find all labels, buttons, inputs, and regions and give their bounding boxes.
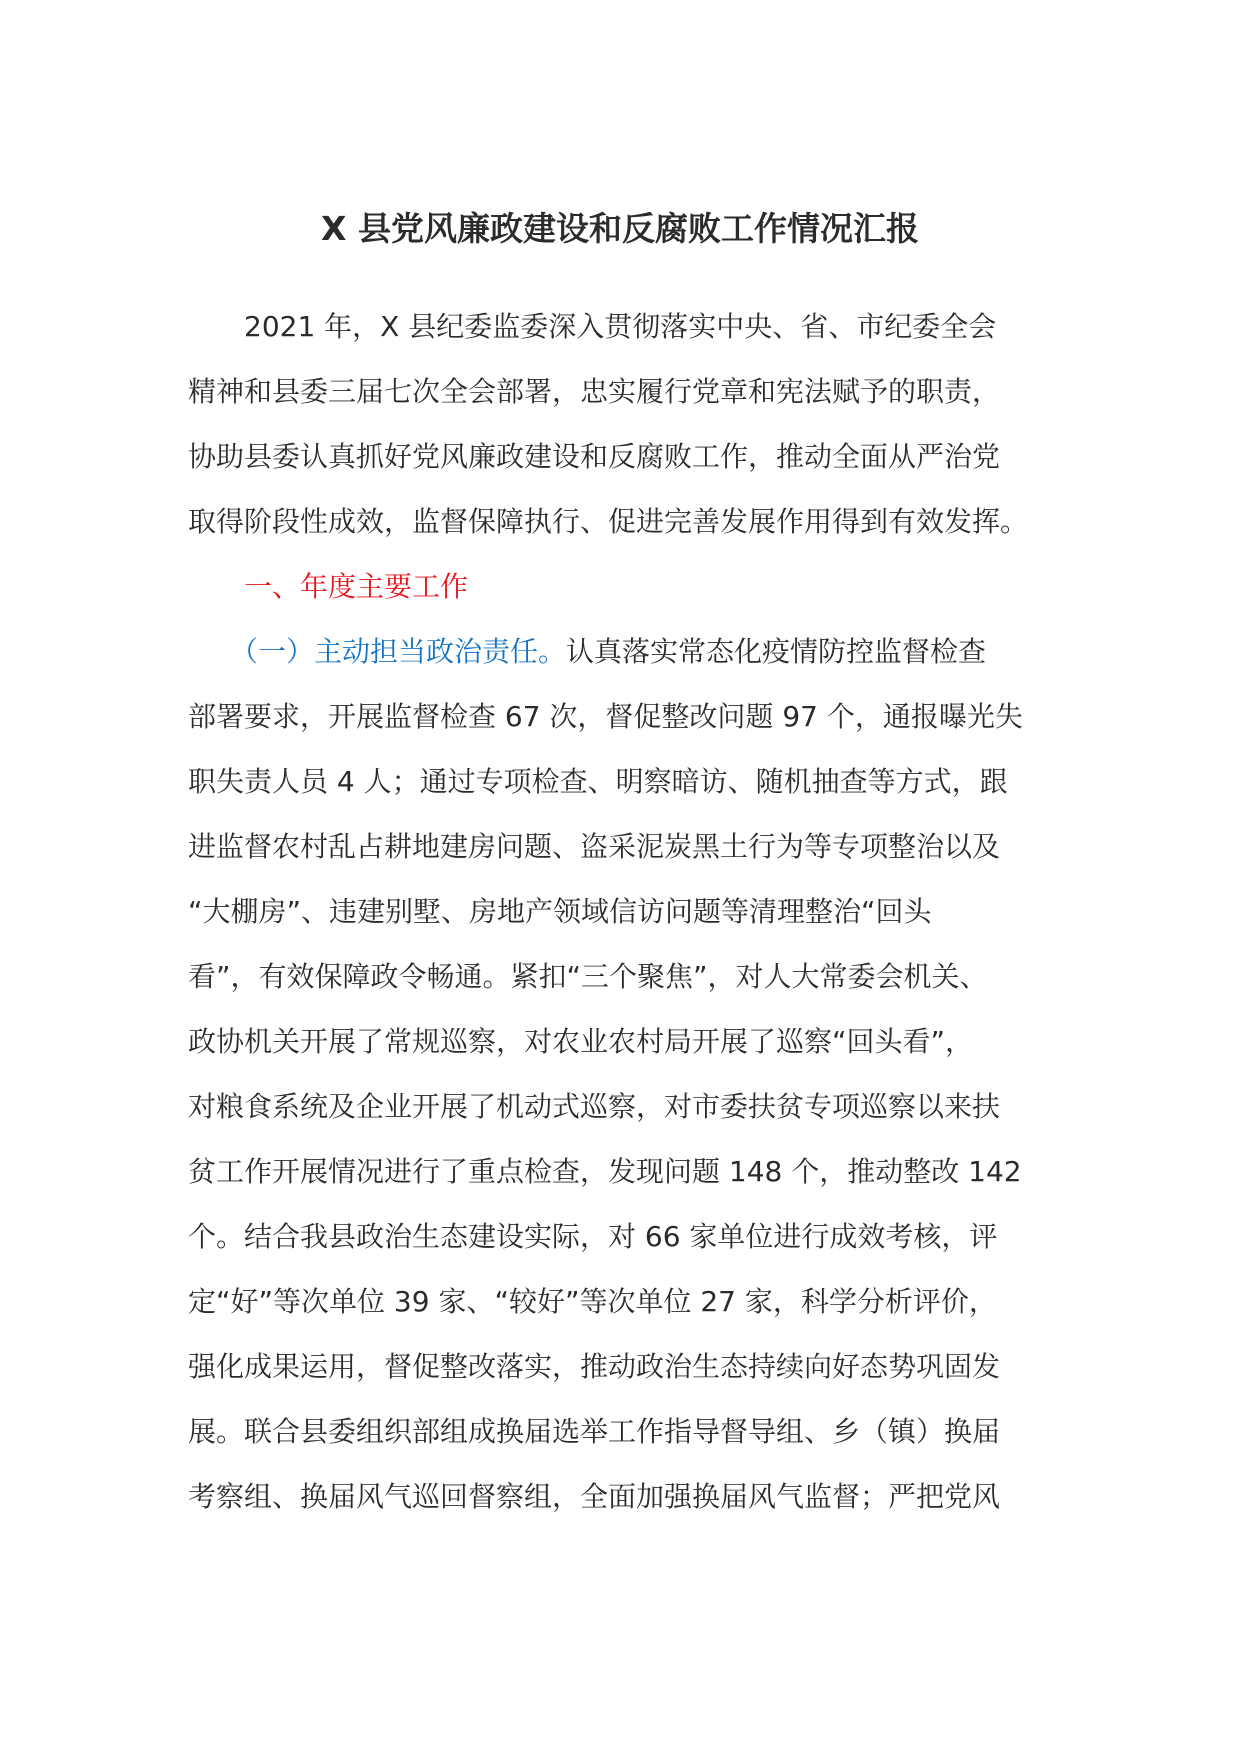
body-line: 精神和县委三届七次全会部署，忠实履行党章和宪法赋予的职责， [188, 375, 1001, 408]
body-line: 展。联合县委组织部组成换届选举工作指导督导组、乡（镇）换届 [188, 1415, 1001, 1448]
body-line: 贫工作开展情况进行了重点检查，发现问题 148 个，推动整改 142 [188, 1155, 1022, 1188]
body-line: 进监督农村乱占耕地建房问题、盗采泥炭黑土行为等专项整治以及 [188, 830, 1001, 863]
section-heading: 一、年度主要工作 [188, 570, 469, 603]
subsection-text: 认真落实常态化疫情防控监督检查 [566, 635, 987, 668]
body-line: 职失责人员 4 人；通过专项检查、明察暗访、随机抽查等方式，跟 [188, 765, 1008, 798]
body-line: 2021 年，X 县纪委监委深入贯彻落实中央、省、市纪委全会 [188, 310, 997, 343]
body-line: 考察组、换届风气巡回督察组，全面加强换届风气监督；严把党风 [188, 1480, 1001, 1513]
body-line: 个。结合我县政治生态建设实际，对 66 家单位进行成效考核，评 [188, 1220, 998, 1253]
body-line: 部署要求，开展监督检查 67 次，督促整改问题 97 个，通报曝光失 [188, 700, 1023, 733]
document-title: X 县党风廉政建设和反腐败工作情况汇报 [321, 209, 919, 248]
body-line: 看”，有效保障政令畅通。紧扣“三个聚焦”，对人大常委会机关、 [188, 960, 988, 993]
subsection-heading: （一）主动担当政治责任。 [188, 635, 567, 668]
body-line: 强化成果运用，督促整改落实，推动政治生态持续向好态势巩固发 [188, 1350, 1001, 1383]
body-line: 协助县委认真抓好党风廉政建设和反腐败工作，推动全面从严治党 [188, 440, 1001, 473]
body-line: 对粮食系统及企业开展了机动式巡察，对市委扶贫专项巡察以来扶 [188, 1090, 1001, 1123]
document-body [188, 303, 1088, 1538]
subsection-line [188, 628, 1088, 693]
body-line: 政协机关开展了常规巡察，对农业农村局开展了巡察“回头看”， [188, 1025, 974, 1058]
body-line: 取得阶段性成效，监督保障执行、促进完善发展作用得到有效发挥。 [188, 505, 1029, 538]
body-line: “大棚房”、违建别墅、房地产领域信访问题等清理整治“回头 [188, 895, 932, 928]
body-line: 定“好”等次单位 39 家、“较好”等次单位 27 家，科学分析评价， [188, 1285, 997, 1318]
